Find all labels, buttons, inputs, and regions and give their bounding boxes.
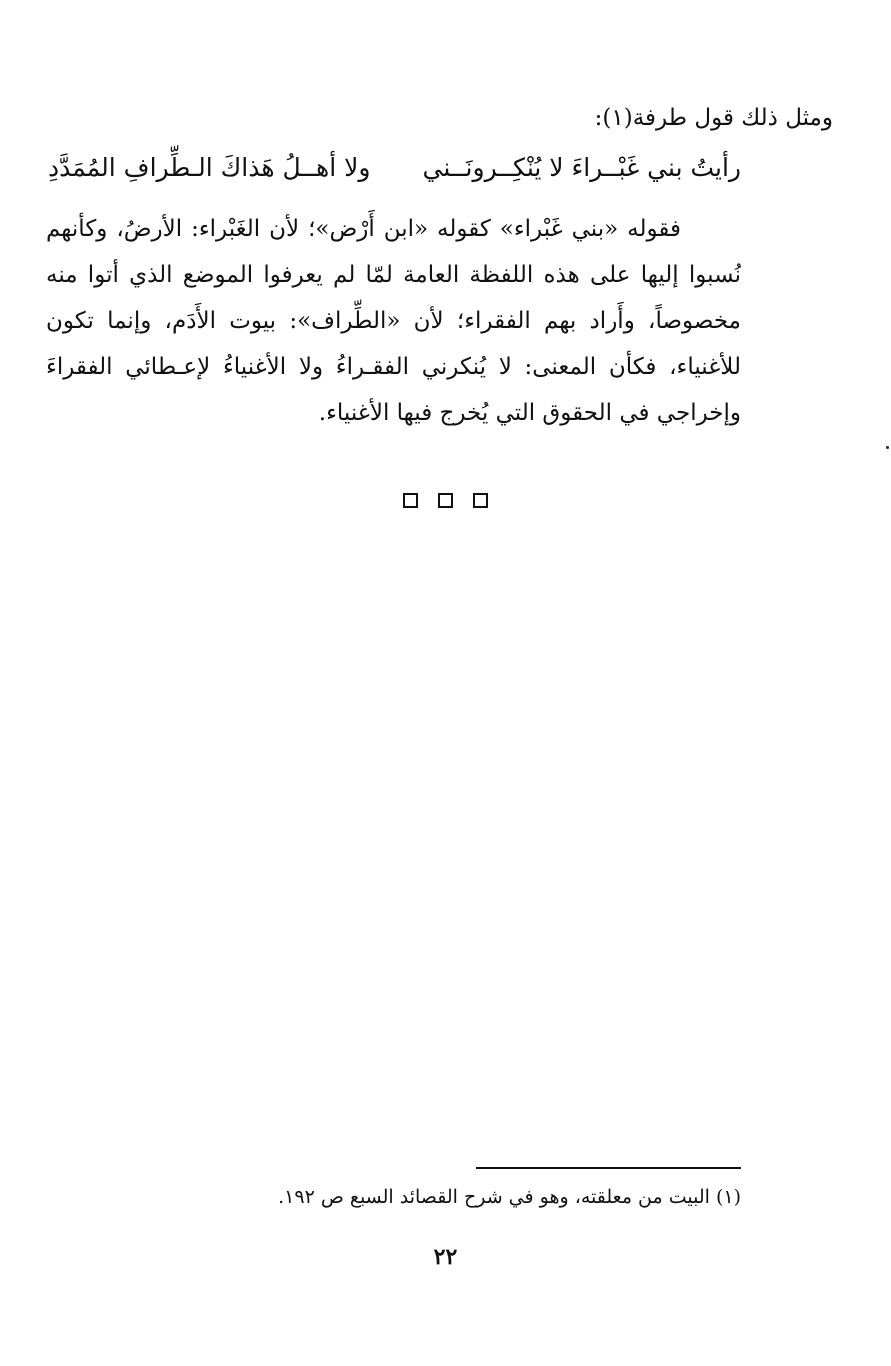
- paragraph-line: وإخراجي في الحقوق التي يُخرج فيها الأغنياء.: [318, 400, 741, 426]
- intro-line: ومثل ذلك قول طرفة(١):: [594, 105, 833, 131]
- separator-square-icon: [403, 493, 418, 508]
- footnote-divider: [476, 1167, 741, 1169]
- paragraph-line: مخصوصاً، وأَراد بهم الفقراء؛ لأن «الطِّراف»: بيوت الأَدَم، وإنما تكون: [46, 308, 741, 334]
- scan-speck: [886, 446, 889, 449]
- verse-second-hemistich: ولا أهــلُ هَذاكَ الـطِّرافِ المُمَدَّدِ: [48, 153, 371, 182]
- footnote: (١) البيت من معلقته، وهو في شرح القصائد السبع ص ١٩٢.: [278, 1186, 741, 1208]
- verse-first-hemistich: رأيتُ بني غَبْــراءَ لا يُنْكِــرونَــني: [422, 153, 741, 182]
- paragraph-line: للأغنياء، فكأن المعنى: لا يُنكرني الفقـراءُ ولا الأغنياءُ لإعـطائي الفقراءَ: [46, 354, 741, 380]
- paragraph-line: فقوله «بني غَبْراء» كقوله «ابن أَرْض»؛ لأن الغَبْراء: الأرضُ، وكأنهم: [46, 216, 681, 242]
- section-separator: [0, 493, 891, 508]
- poetry-verse: [48, 146, 741, 190]
- paragraph-line: نُسبوا إليها على هذه اللفظة العامة لمّا لم يعرفوا الموضع الذي أتوا منه: [46, 262, 741, 288]
- separator-square-icon: [438, 493, 453, 508]
- page-number: ٢٢: [433, 1244, 458, 1270]
- commentary-paragraph: [46, 206, 741, 436]
- separator-square-icon: [473, 493, 488, 508]
